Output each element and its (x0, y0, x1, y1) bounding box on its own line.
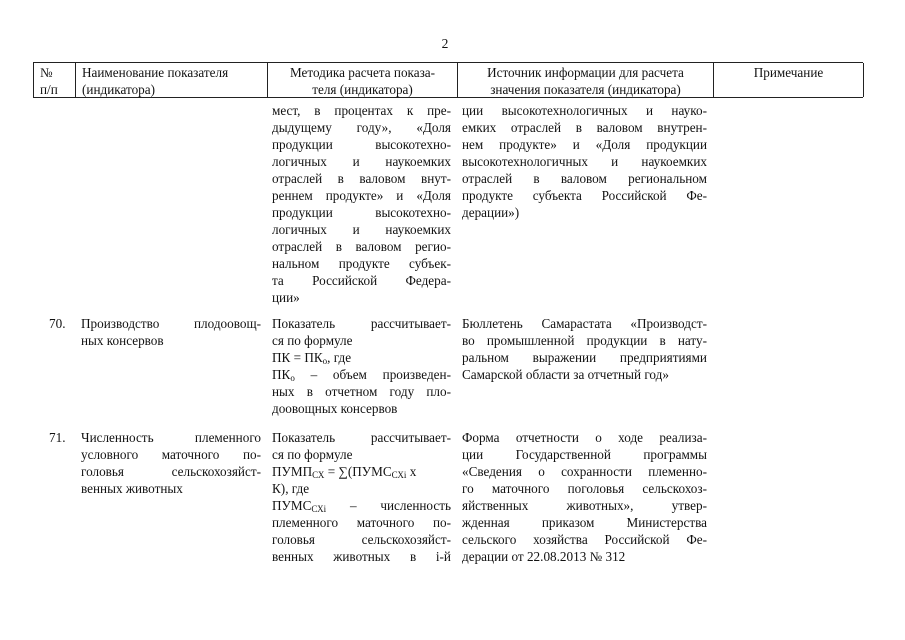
source-line: го маточного поголовья сельскохоз- (462, 481, 707, 496)
formula-text: – численность (326, 498, 451, 513)
header-num (34, 63, 76, 97)
header-num-line-2: п/п (40, 82, 58, 97)
method-line: племенного маточного по- (272, 515, 451, 530)
header-method-line-2: теля (индикатора) (312, 82, 413, 97)
source-line: яйственных животных», утвер- (462, 498, 707, 513)
header-name (76, 63, 268, 97)
row-note (713, 102, 863, 306)
formula-line (272, 463, 451, 480)
method-line: венных животных в i-й (272, 549, 451, 564)
method-line: отраслей в валовом внут- (272, 171, 451, 186)
method-line: Показатель рассчитывает- (272, 316, 451, 331)
source-line: Форма отчетности о ходе реализа- (462, 430, 707, 445)
name-line: Численность племенного (81, 430, 261, 445)
method-line: Показатель рассчитывает- (272, 430, 451, 445)
row-method (267, 315, 457, 417)
source-line: дерации от 22.08.2013 № 312 (462, 549, 626, 564)
row-num: 70. (49, 316, 66, 331)
source-line: отраслей в валовом региональном (462, 171, 707, 186)
row-method (267, 429, 457, 565)
method-line: отраслей в валовом регио- (272, 239, 451, 254)
row-source (457, 315, 713, 417)
formula-subscript: о (290, 373, 295, 383)
name-line: ных консервов (81, 333, 164, 348)
formula-text: ПУМП (272, 464, 313, 479)
method-line: нальном продукте субъек- (272, 256, 451, 271)
source-line: во промышленной продукции в нату- (462, 333, 707, 348)
method-line: продукции высокотехно- (272, 137, 451, 152)
table-row (33, 102, 863, 306)
method-line: ции» (272, 290, 300, 305)
source-line: высокотехнологичных и наукоемких (462, 154, 707, 169)
source-line: Бюллетень Самарастата «Производст- (462, 316, 707, 331)
method-line: мест, в процентах к пре- (272, 103, 451, 118)
source-line: «Сведения о сохранности племенно- (462, 464, 707, 479)
row-name (75, 102, 267, 306)
row-source (457, 102, 713, 306)
method-line: доовощных консервов (272, 401, 398, 416)
header-note-line-1: Примечание (753, 65, 824, 80)
row-num (33, 102, 75, 306)
method-line (272, 497, 451, 514)
header-method-line-1: Методика расчета показа- (289, 65, 436, 80)
header-name-line-1: Наименование показателя (82, 65, 229, 80)
source-line: Самарской области за отчетный год» (462, 367, 669, 382)
row-note (713, 429, 863, 565)
source-line: нем продукте» и «Доля продукции (462, 137, 707, 152)
method-line: К), где (272, 481, 310, 496)
method-line: головья сельскохозяйст- (272, 532, 451, 547)
table-row (33, 429, 863, 565)
source-line: ции высокотехнологичных и науко- (462, 103, 707, 118)
formula-subscript: СХi (311, 504, 327, 514)
header-method (268, 63, 458, 97)
row-name (75, 315, 267, 417)
formula-subscript: СХ (312, 470, 325, 480)
method-line: та Российской Федера- (272, 273, 451, 288)
method-line: дыдущему году», «Доля (272, 120, 451, 135)
table-row (33, 315, 863, 417)
source-line: емких отраслей в валовом внутрен- (462, 120, 707, 135)
page-number: 2 (441, 36, 449, 51)
method-line: ных в отчетном году пло- (272, 384, 451, 399)
row-num: 71. (49, 430, 66, 445)
formula-text: х (406, 464, 417, 479)
source-line: ральном выражении предприятиями (462, 350, 707, 365)
source-line: продукте субъекта Российской Фе- (462, 188, 707, 203)
formula-text: , где (327, 350, 352, 365)
method-line: реннем продукте» и «Доля (272, 188, 451, 203)
row-source (457, 429, 713, 565)
formula-text: – объем произведен- (294, 367, 451, 382)
formula-text: ПК = ПК (272, 350, 323, 365)
formula-text: = ∑(ПУМС (324, 464, 392, 479)
header-source-line-1: Источник информации для расчета (487, 65, 684, 80)
source-line: жденная приказом Министерства (462, 515, 707, 530)
formula-subscript: о (322, 356, 328, 366)
name-line: головья сельскохозяйст- (81, 464, 261, 479)
header-note (714, 63, 864, 97)
name-line: Производство плодоовощ- (81, 316, 261, 331)
indicator-table (33, 62, 863, 565)
formula-subscript: СХi (391, 470, 407, 480)
formula-text: ПК (272, 367, 291, 382)
row-name (75, 429, 267, 565)
method-line: логичных и наукоемких (272, 154, 451, 169)
header-name-line-2: (индикатора) (82, 82, 156, 97)
header-num-line-1: № (40, 65, 53, 80)
source-line: дерации») (462, 205, 520, 220)
method-line: ся по формуле (272, 333, 353, 348)
header-source-line-2: значения показателя (индикатора) (490, 82, 681, 97)
source-line: ции Государственной программы (462, 447, 707, 462)
row-note (713, 315, 863, 417)
source-line: сельского хозяйства Российской Фе- (462, 532, 707, 547)
formula-text: ПУМС (272, 498, 312, 513)
name-line: условного маточного по- (81, 447, 261, 462)
method-line: логичных и наукоемких (272, 222, 451, 237)
method-line: продукции высокотехно- (272, 205, 451, 220)
method-line: ся по формуле (272, 447, 353, 462)
formula-line (272, 349, 451, 366)
name-line: венных животных (81, 481, 183, 496)
row-method (267, 102, 457, 306)
header-source (458, 63, 714, 97)
table-header (33, 62, 863, 98)
method-line (272, 366, 451, 383)
